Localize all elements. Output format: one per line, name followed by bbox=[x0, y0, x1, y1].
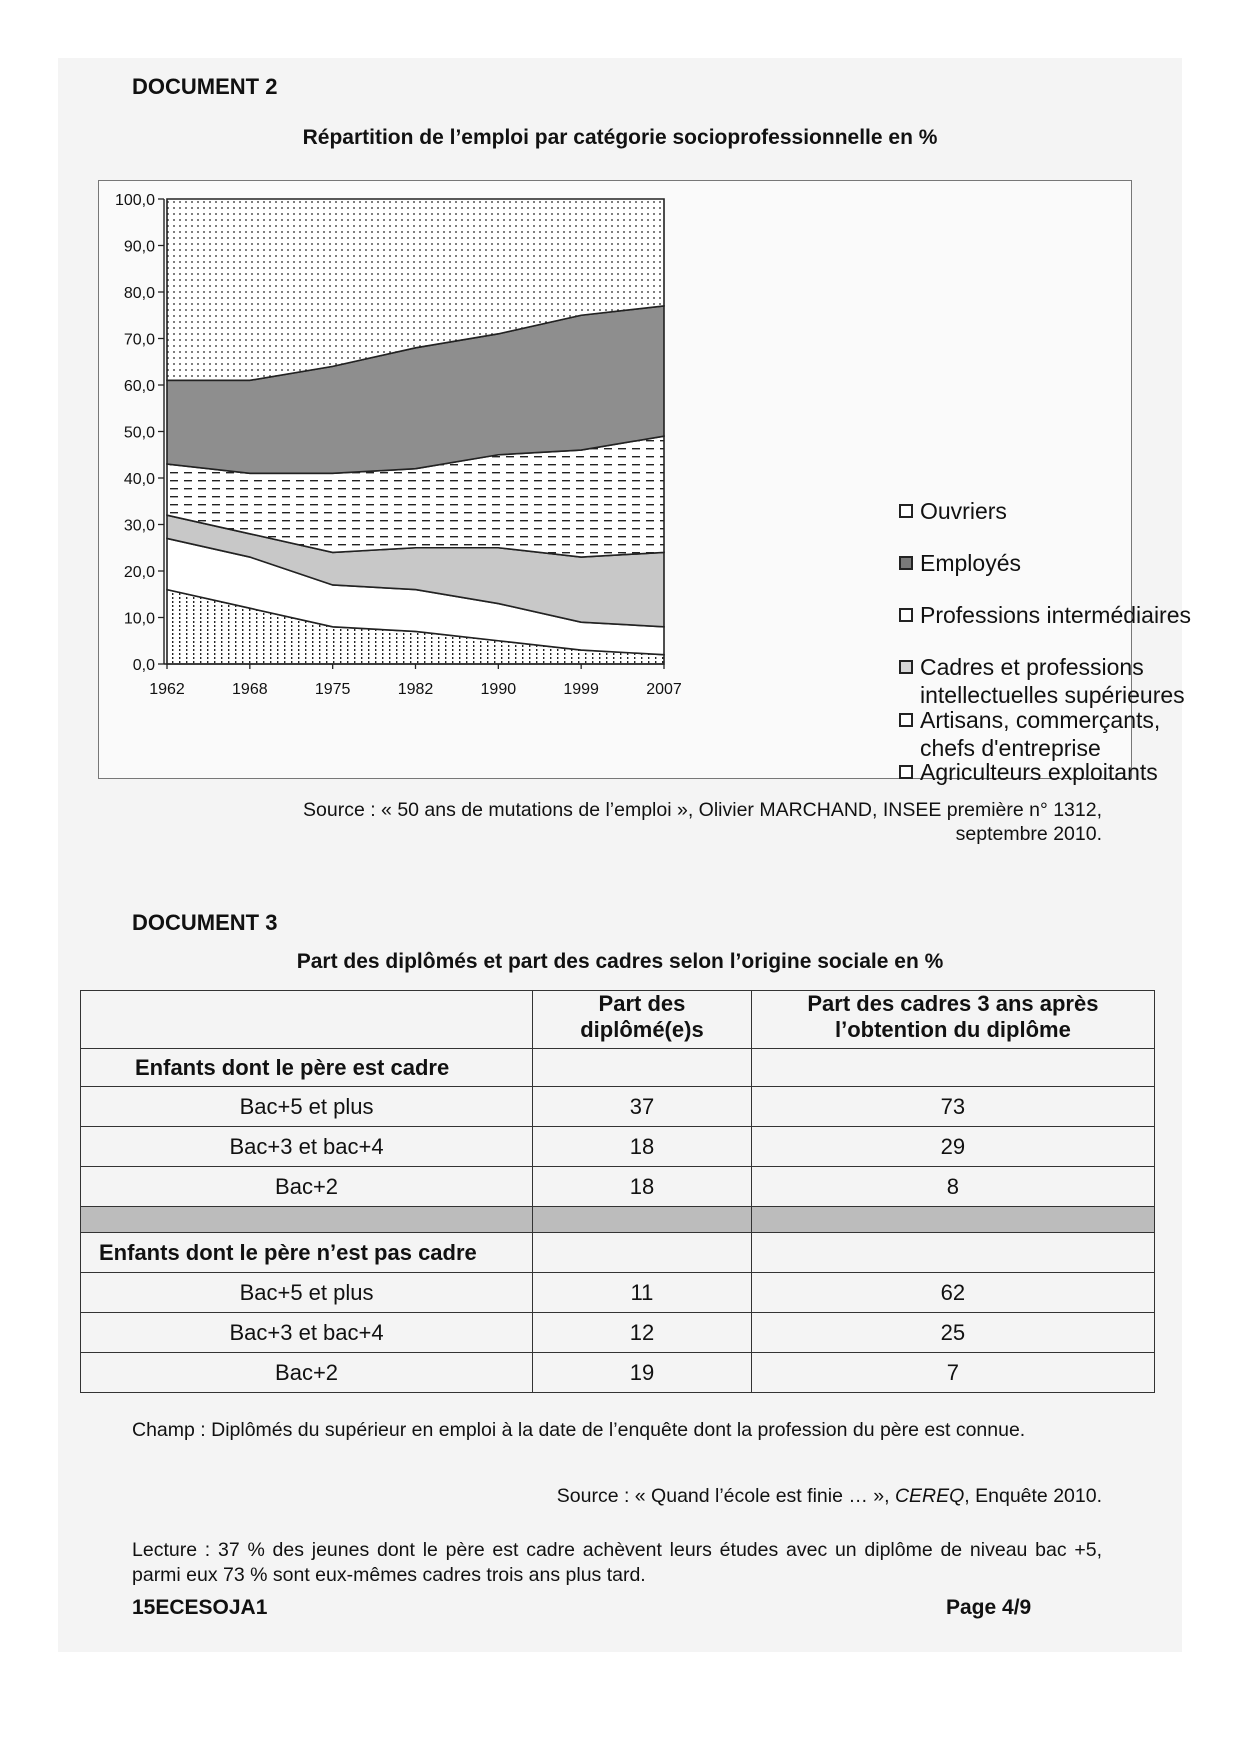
row-diplomes: 11 bbox=[533, 1273, 752, 1313]
table-row bbox=[81, 1353, 1155, 1393]
empty-cell bbox=[751, 1049, 1154, 1087]
legend-item bbox=[899, 758, 1158, 786]
legend-label bbox=[920, 601, 1191, 629]
y-tick-label: 20,0 bbox=[123, 564, 155, 581]
gray-cell bbox=[533, 1207, 752, 1233]
table-row bbox=[81, 1087, 1155, 1127]
y-tick-label: 50,0 bbox=[123, 424, 155, 442]
document2-source-line1: Source : « 50 ans de mutations de l’emploi », Olivier MARCHAND, INSEE première n° 1312, bbox=[303, 799, 1102, 821]
header-cadres-line1: Part des cadres 3 ans après bbox=[807, 991, 1099, 1016]
legend-item bbox=[899, 653, 1185, 709]
x-tick-label: 2007 bbox=[646, 681, 682, 698]
y-tick-label: 40,0 bbox=[123, 471, 155, 488]
group2-label: Enfants dont le père n’est pas cadre bbox=[81, 1233, 533, 1273]
header-diplomes-line1: Part des bbox=[598, 991, 686, 1016]
document2-source-line2: septembre 2010. bbox=[955, 823, 1102, 845]
y-tick-label: 70,0 bbox=[123, 331, 155, 349]
row-diplomes: 19 bbox=[533, 1353, 752, 1393]
legend-item bbox=[899, 601, 1191, 629]
row-label: Bac+5 et plus bbox=[81, 1273, 533, 1313]
row-label: Bac+5 et plus bbox=[81, 1087, 533, 1127]
header-cadres bbox=[751, 991, 1154, 1049]
table-row bbox=[81, 1313, 1155, 1353]
row-cadres: 62 bbox=[751, 1273, 1154, 1313]
row-cadres: 73 bbox=[751, 1087, 1154, 1127]
header-diplomes-line2: diplômé(e)s bbox=[580, 1017, 704, 1042]
legend-swatch bbox=[899, 765, 913, 779]
legend-label bbox=[920, 549, 1021, 577]
document3-source-suffix: , Enquête 2010. bbox=[964, 1485, 1102, 1507]
row-label: Bac+2 bbox=[81, 1167, 533, 1207]
row-cadres: 7 bbox=[751, 1353, 1154, 1393]
separator-row bbox=[81, 1207, 1155, 1233]
document3-title: Part des diplômés et part des cadres selon l’origine sociale en % bbox=[296, 950, 944, 973]
document3-source-prefix: Source : « Quand l’école est finie … », bbox=[556, 1485, 895, 1507]
legend-label-line: Professions intermédiaires bbox=[920, 602, 1192, 628]
group2-rows bbox=[81, 1273, 1155, 1393]
y-tick-label: 30,0 bbox=[123, 517, 155, 535]
x-tick-label: 1975 bbox=[314, 681, 351, 698]
row-diplomes: 18 bbox=[533, 1127, 752, 1167]
empty-cell bbox=[751, 1233, 1154, 1273]
group1-label: Enfants dont le père est cadre bbox=[81, 1049, 533, 1087]
champ-note: Champ : Diplômés du supérieur en emploi à la date de l’enquête dont la profession du père est connue. bbox=[132, 1419, 1026, 1441]
row-label: Bac+3 et bac+4 bbox=[81, 1127, 533, 1167]
legend-label-line: Cadres et professions bbox=[920, 654, 1144, 680]
table-row bbox=[81, 1127, 1155, 1167]
legend-item bbox=[899, 549, 1021, 577]
y-tick-label: 90,0 bbox=[123, 238, 155, 256]
row-label: Bac+3 et bac+4 bbox=[81, 1313, 533, 1353]
row-cadres: 8 bbox=[751, 1167, 1154, 1207]
legend-item bbox=[899, 497, 1007, 525]
legend-swatch bbox=[899, 660, 913, 674]
document3-label: DOCUMENT 3 bbox=[132, 910, 278, 935]
legend-label-line: Artisans, commerçants, bbox=[920, 707, 1161, 733]
row-diplomes: 37 bbox=[533, 1087, 752, 1127]
chart-frame bbox=[98, 180, 1192, 785]
group1-row bbox=[81, 1049, 1155, 1087]
legend-label-line: Ouvriers bbox=[920, 498, 1007, 524]
header-empty-cell bbox=[81, 991, 533, 1049]
empty-cell bbox=[533, 1049, 752, 1087]
document3-source-org: CEREQ bbox=[894, 1485, 965, 1507]
row-label: Bac+2 bbox=[81, 1353, 533, 1393]
x-tick-label: 1999 bbox=[563, 681, 599, 698]
document2-source bbox=[303, 798, 1102, 846]
legend-label bbox=[920, 706, 1160, 762]
gray-cell bbox=[751, 1207, 1154, 1233]
table-row bbox=[81, 1167, 1155, 1207]
legend-swatch bbox=[899, 504, 913, 518]
x-tick-label: 1968 bbox=[232, 681, 268, 698]
y-tick-label: 0,0 bbox=[132, 657, 155, 674]
legend-swatch bbox=[899, 608, 913, 622]
legend-label bbox=[920, 758, 1158, 786]
y-tick-label: 10,0 bbox=[123, 610, 155, 628]
legend-label-line: Employés bbox=[920, 550, 1021, 576]
legend-swatch bbox=[899, 713, 913, 727]
row-cadres: 25 bbox=[751, 1313, 1154, 1353]
x-tick-label: 1990 bbox=[480, 681, 517, 698]
legend-label bbox=[920, 653, 1185, 709]
legend-label-line: chefs d'entreprise bbox=[920, 735, 1101, 761]
legend-label-line: intellectuelles supérieures bbox=[920, 682, 1185, 708]
document2-title: Répartition de l’emploi par catégorie socioprofessionnelle en % bbox=[302, 126, 938, 149]
table-row bbox=[81, 1273, 1155, 1313]
y-tick-label: 100,0 bbox=[114, 192, 155, 209]
legend-label bbox=[920, 497, 1007, 525]
row-diplomes: 12 bbox=[533, 1313, 752, 1353]
y-tick-label: 80,0 bbox=[123, 285, 155, 302]
x-tick-label: 1962 bbox=[149, 681, 185, 698]
row-cadres: 29 bbox=[751, 1127, 1154, 1167]
table-header-row bbox=[81, 991, 1155, 1049]
page-number: Page 4/9 bbox=[946, 1596, 1032, 1619]
header-cadres-line2: l’obtention du diplôme bbox=[834, 1017, 1071, 1042]
y-tick-label: 60,0 bbox=[123, 378, 155, 395]
document3-source bbox=[557, 1484, 1102, 1508]
header-diplomes bbox=[533, 991, 752, 1049]
chart-areas bbox=[167, 199, 664, 664]
row-diplomes: 18 bbox=[533, 1167, 752, 1207]
group2-row bbox=[81, 1233, 1155, 1273]
lecture-note: Lecture : 37 % des jeunes dont le père est cadre achèvent leurs études avec un diplôme de niveau bac +5, parmi eux 73 % sont eux-mêmes cadres trois ans plus tard. bbox=[132, 1539, 1102, 1586]
legend-label-line: Agriculteurs exploitants bbox=[920, 759, 1158, 785]
legend-swatch bbox=[899, 556, 913, 570]
gray-cell bbox=[81, 1207, 533, 1233]
origin-table bbox=[80, 990, 1155, 1393]
document2-label: DOCUMENT 2 bbox=[132, 74, 278, 99]
legend-item bbox=[899, 706, 1160, 762]
group1-rows bbox=[81, 1087, 1155, 1207]
empty-cell bbox=[533, 1233, 752, 1273]
x-tick-label: 1982 bbox=[397, 681, 434, 698]
document-code: 15ECESOJA1 bbox=[132, 1596, 268, 1619]
